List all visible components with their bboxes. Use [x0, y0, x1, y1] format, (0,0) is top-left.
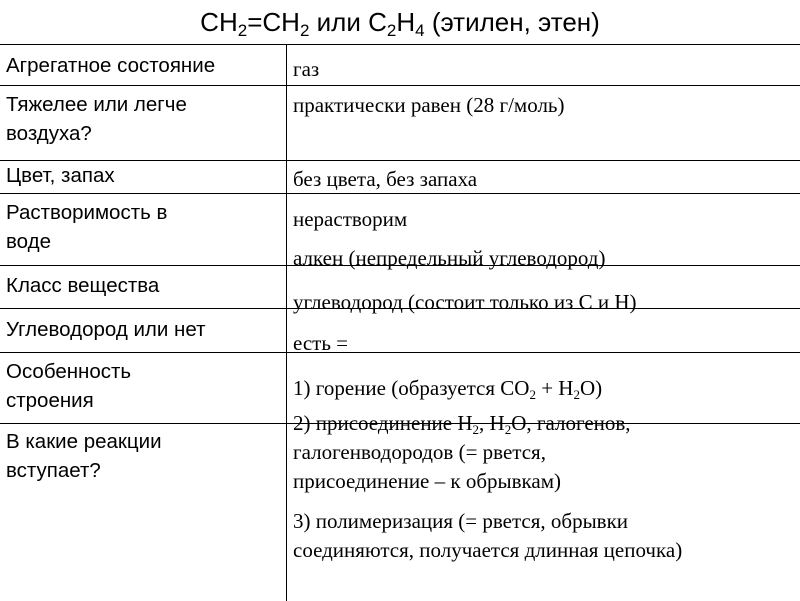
reaction-text: + H: [535, 376, 574, 400]
row-value-substance-class: алкен (непредельный углеводород): [293, 246, 606, 270]
row-label-structure: Особенность строения: [6, 360, 132, 412]
row-label-reactions: В какие реакции вступает?: [6, 430, 162, 482]
reaction-text: O, галогенов, галогенводородов (= рвется, присоединение – к обрывкам): [293, 411, 631, 493]
row-value-solubility: нерастворим: [293, 207, 408, 231]
reaction-text: 1) горение (образуется CO: [293, 376, 530, 400]
title-part: CH: [200, 7, 238, 37]
row-value-structure: есть =: [293, 331, 349, 355]
reaction-text: , H: [479, 411, 505, 435]
row-value-hydrocarbon: углеводород (состоит только из С и Н): [293, 290, 637, 314]
reaction-subscript: 2: [529, 387, 536, 402]
title-part: или C: [309, 7, 387, 37]
row-label-solubility: Растворимость в воде: [6, 201, 168, 253]
reaction-text: 2) присоединение H: [293, 411, 473, 435]
reaction-polymerization: 3) полимеризация (= рвется, обрывки соединяются, получается длинная цепочка): [293, 509, 683, 562]
row-label-heavier-than-air: Тяжелее или легче воздуха?: [6, 93, 187, 145]
row-value-heavier-than-air: практически равен (28 г/моль): [293, 93, 565, 117]
reaction-text: O): [579, 376, 603, 400]
title-part: (этилен, этен): [424, 7, 600, 37]
row-value-aggregate-state: газ: [293, 57, 320, 81]
properties-table: [0, 44, 800, 600]
title-subscript: 2: [237, 21, 248, 40]
title-subscript: 2: [386, 21, 397, 40]
reaction-subscript: 2: [573, 387, 580, 402]
row-label-aggregate-state: Агрегатное состояние: [6, 54, 216, 77]
row-label-color-smell: Цвет, запах: [6, 164, 115, 187]
title-part: =CH: [247, 7, 300, 37]
title-subscript: 2: [299, 21, 310, 40]
row-label-hydrocarbon: Углеводород или нет: [6, 318, 206, 341]
reaction-subscript: 2: [504, 422, 512, 437]
page-title: [0, 0, 800, 44]
reaction-addition: [293, 409, 798, 496]
reaction-combustion: [293, 374, 798, 403]
reaction-subscript: 2: [472, 422, 480, 437]
row-label-substance-class: Класс вещества: [6, 274, 160, 297]
row-value-color-smell: без цвета, без запаха: [293, 167, 478, 191]
column-divider: [286, 45, 287, 601]
title-part: H: [396, 7, 416, 37]
title-subscript: 4: [415, 21, 425, 40]
row-divider: [0, 85, 800, 86]
